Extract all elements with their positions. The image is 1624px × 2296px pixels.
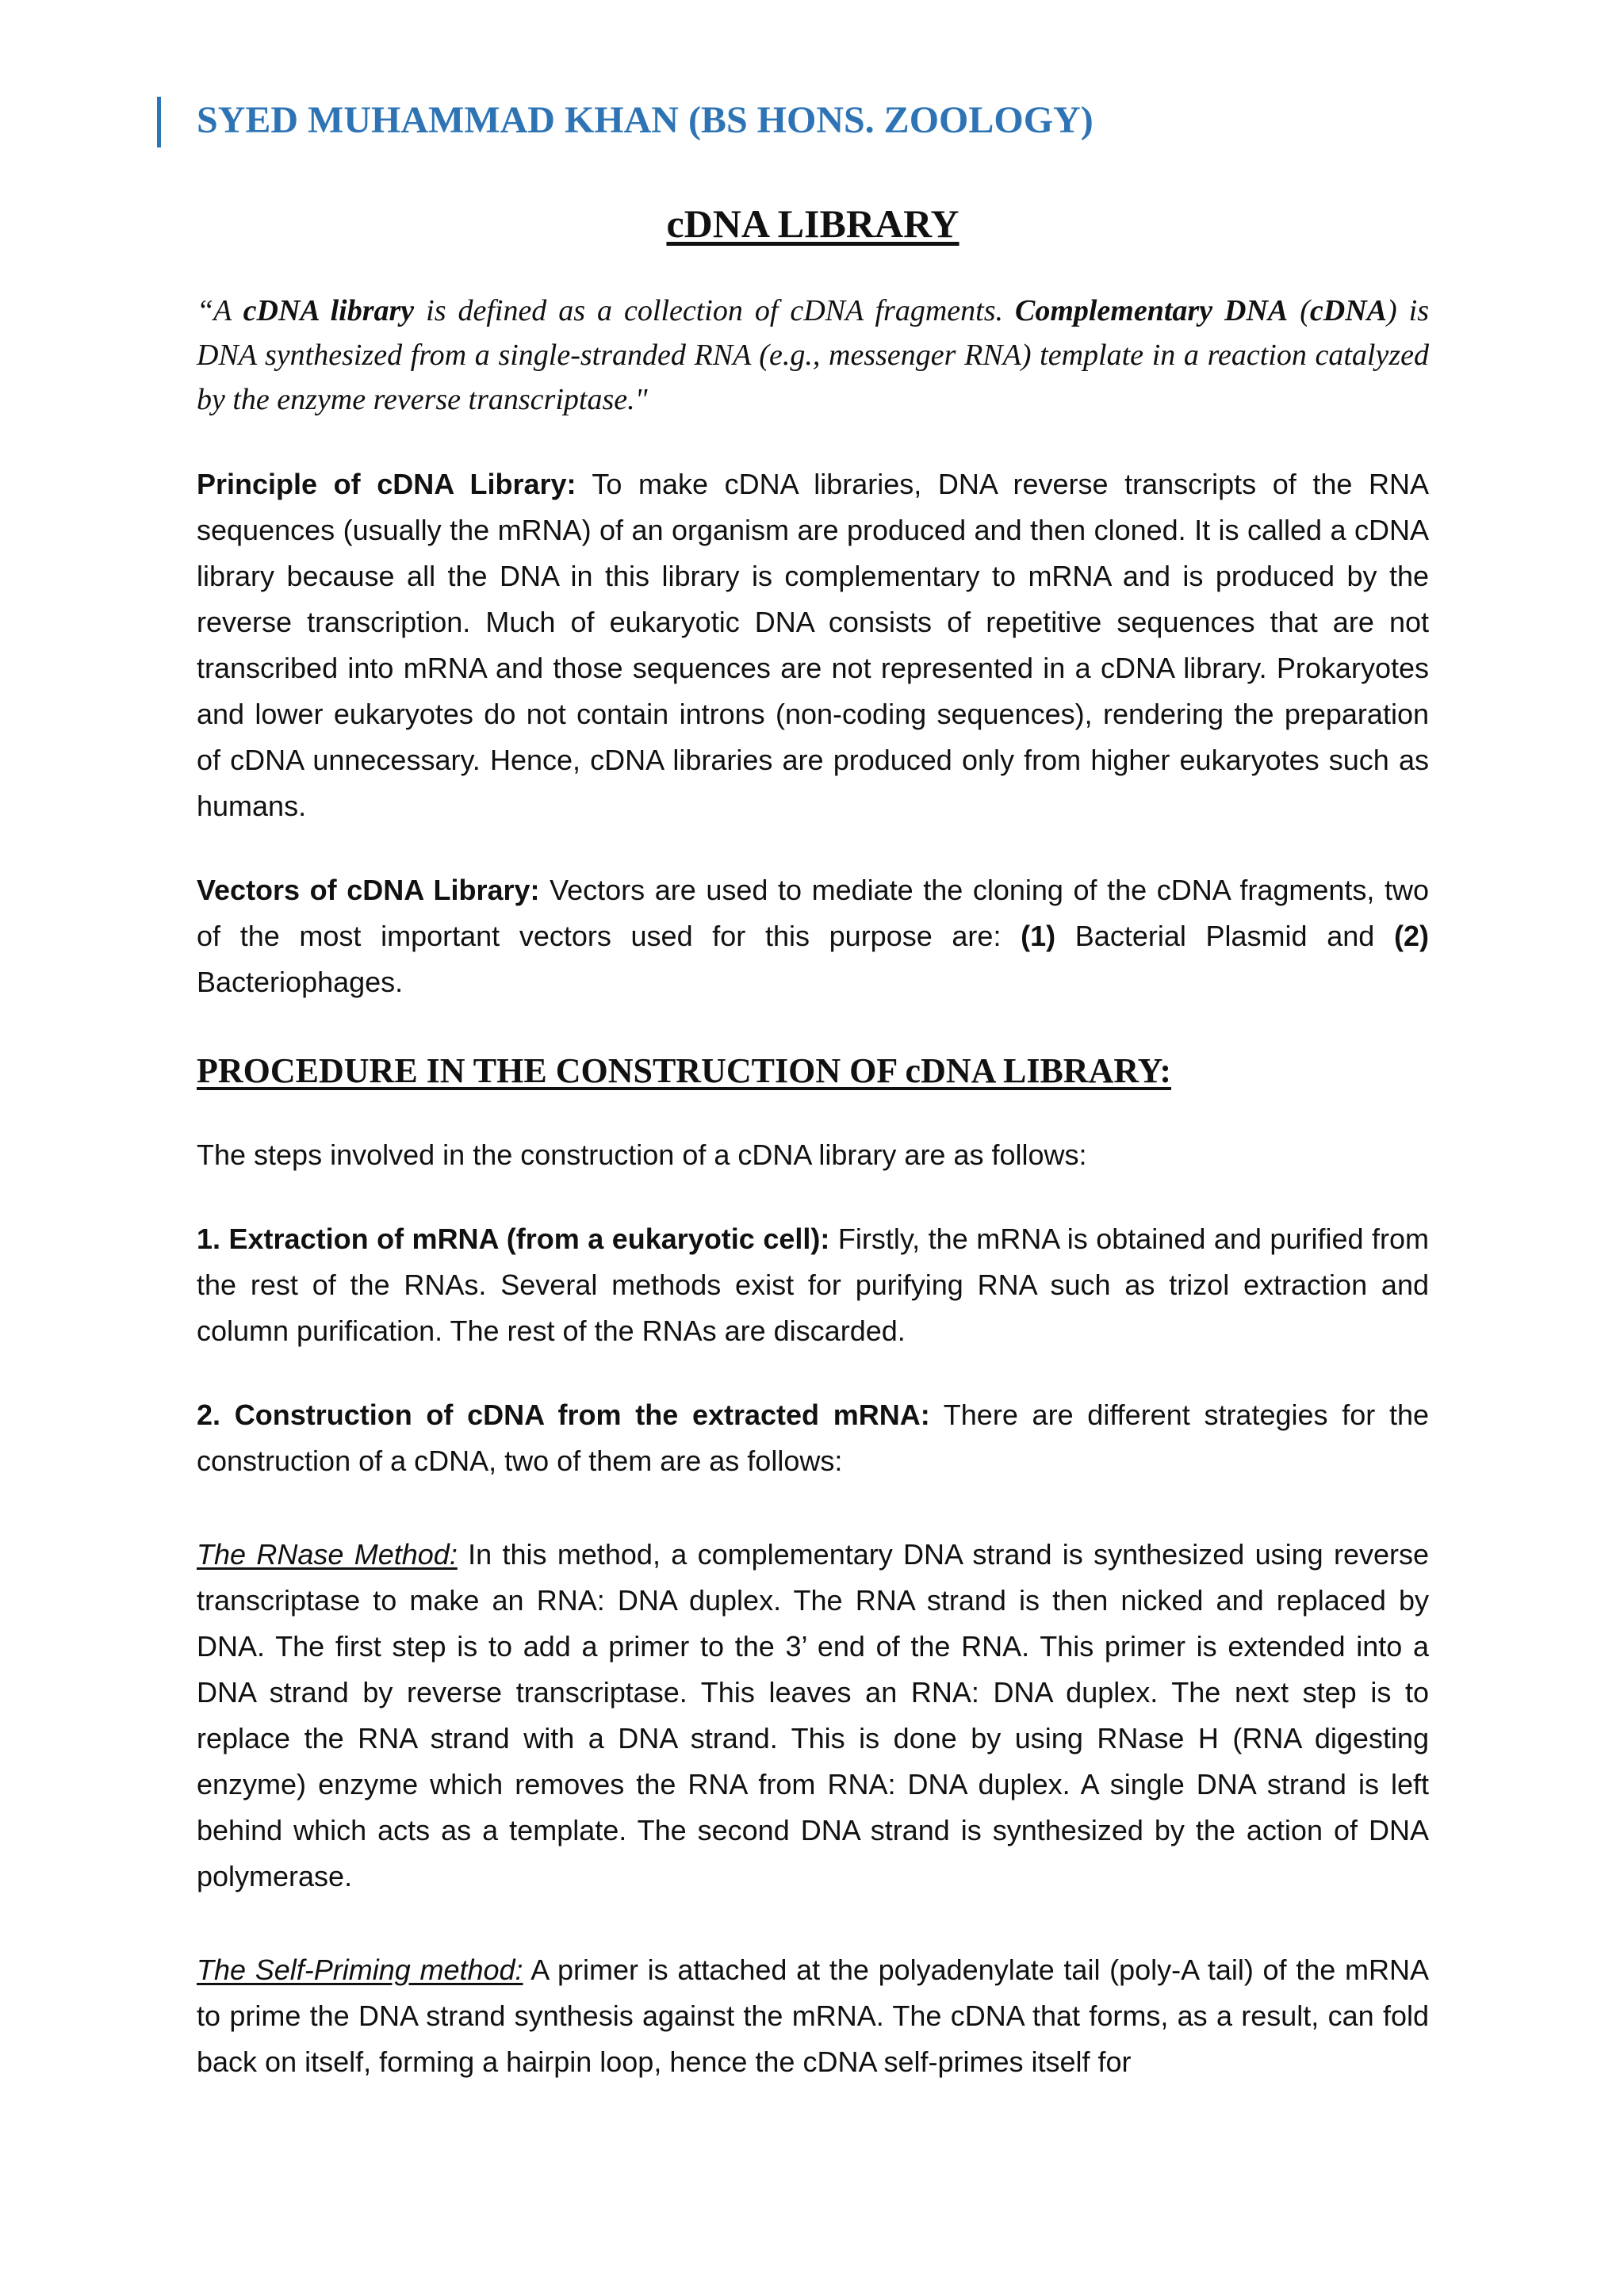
principle-text: To make cDNA libraries, DNA reverse transcripts of the RNA sequences (usually the mRNA) of an organism are produced and then cloned. It is called a cDNA library because all the DNA in this library is complementary to mRNA and is produced by the reverse transcription. Much of eukaryotic DNA consists of repetitive sequences that are not transcribed into mRNA and those sequences are not represented in a cDNA library. Prokaryotes and lower eukaryotes do not contain introns (non-coding sequences), rendering the preparation of cDNA unnecessary. Hence, cDNA libraries are produced only from higher eukaryotes such as humans.	[197, 468, 1429, 822]
self-priming-text: A primer is attached at the polyadenylate tail (poly-A tail) of the mRNA to prime the DNA strand synthesis against the mRNA. The cDNA that forms, as a result, can fold back on itself, forming a hairpin loop, hence the cDNA self-primes itself for	[197, 1954, 1429, 2078]
vectors-text-3: Bacteriophages.	[197, 966, 404, 998]
vectors-paragraph	[197, 867, 1429, 1005]
vectors-number-1: (1)	[1021, 920, 1056, 952]
definition-bold-complementary-dna: Complementary DNA	[1014, 294, 1289, 327]
rnase-method-text: In this method, a complementary DNA strand is synthesized using reverse transcriptase to make an RNA: DNA duplex. The RNA strand is then nicked and replaced by DNA. The first step is to add a primer to the 3’ end of the RNA. This primer is extended into a DNA strand by reverse transcriptase. This leaves an RNA: DNA duplex. The next step is to replace the RNA strand with a DNA strand. This is done by using RNase H (RNA digesting enzyme) enzyme which removes the RNA from RNA: DNA duplex. A single DNA strand is left behind which acts as a template. The second DNA strand is synthesized by the action of DNA polymerase.	[197, 1538, 1430, 1892]
self-priming-paragraph	[197, 1947, 1429, 2085]
header-author: SYED MUHAMMAD KHAN (BS HONS. ZOOLOGY)	[197, 99, 1094, 141]
vectors-text-1: Vectors are used to mediate the cloning of the cDNA fragments, two of the most important vectors used for this purpose are:	[197, 874, 1429, 952]
definition-paragraph	[197, 289, 1429, 422]
vectors-number-2: (2)	[1393, 920, 1429, 952]
step2-paragraph	[197, 1392, 1429, 1484]
definition-text-1: “A	[197, 294, 243, 327]
step2-label: 2. Construction of cDNA from the extracted mRNA:	[197, 1399, 930, 1431]
rnase-method-paragraph	[197, 1532, 1429, 1900]
step1-text: Firstly, the mRNA is obtained and purified from the rest of the RNAs. Several methods exist for purifying RNA such as trizol extraction and column purification. The rest of the RNAs are discarded.	[197, 1223, 1429, 1347]
document-body	[197, 190, 1429, 2123]
page-title: cDNA LIBRARY	[666, 201, 959, 246]
header-accent-bar	[157, 97, 161, 147]
step2-text: There are different strategies for the construction of a cDNA, two of them are as follows:	[197, 1399, 1429, 1477]
procedure-intro: The steps involved in the construction of a cDNA library are as follows:	[197, 1138, 1087, 1171]
principle-label: Principle of cDNA Library:	[197, 468, 576, 500]
definition-text-3: (	[1288, 294, 1310, 327]
vectors-text-2: Bacterial Plasmid and	[1055, 920, 1394, 952]
vectors-label: Vectors of cDNA Library:	[197, 874, 540, 906]
step1-label: 1. Extraction of mRNA (from a eukaryotic cell):	[197, 1223, 830, 1255]
procedure-heading: PROCEDURE IN THE CONSTRUCTION OF cDNA LIBRARY:	[197, 1051, 1171, 1090]
definition-bold-cdna: cDNA	[1309, 294, 1388, 327]
definition-text-2: is defined as a collection of cDNA fragments.	[414, 294, 1015, 327]
self-priming-label: The Self-Priming method:	[197, 1954, 523, 1986]
principle-paragraph	[197, 461, 1429, 829]
rnase-method-label: The RNase Method:	[197, 1538, 458, 1571]
definition-text-4: ) is DNA synthesized from a single-stranded RNA (e.g., messenger RNA) template in a reaction catalyzed by the enzyme reverse transcriptase."	[197, 294, 1430, 416]
definition-bold-cdna-library: cDNA library	[243, 294, 415, 327]
step1-paragraph	[197, 1216, 1429, 1354]
